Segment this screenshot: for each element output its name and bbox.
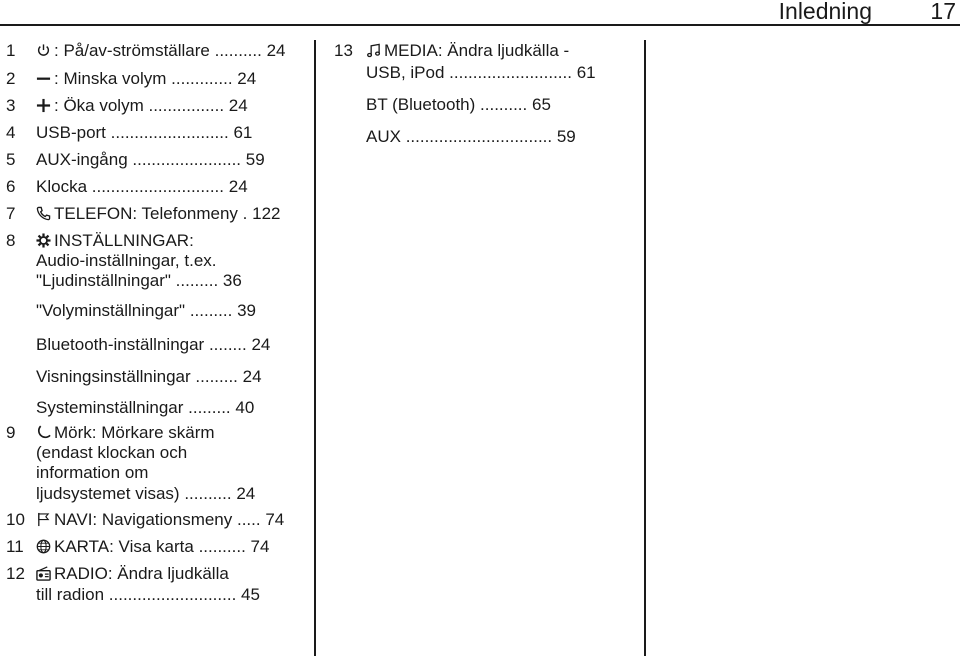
dot-leader: ......... [170,271,219,290]
music-note-icon [366,43,381,58]
sub-item [36,300,256,321]
flag-icon [36,512,51,527]
page-reference[interactable]: 24 [228,96,248,115]
item-keyword: RADIO [54,564,108,583]
list-item [36,536,269,557]
item-keyword: TELEFON [54,204,133,223]
item-label: ljudsystemet visas) [36,484,180,503]
page-reference[interactable]: 24 [237,69,257,88]
dot-leader: . [237,204,248,223]
list-item-continuation: (endast klockan och [36,443,188,462]
dot-leader: ........ [204,335,247,354]
sub-item-label: Systeminställningar [36,398,184,417]
list-item-continuation [36,483,255,504]
item-number: 8 [6,231,16,250]
list-item-continuation [36,584,260,605]
item-label: : [189,231,194,250]
dot-leader: ......... [183,398,231,417]
item-label: : Navigationsmeny [92,510,233,529]
page-reference[interactable]: 45 [241,585,260,604]
page-reference[interactable]: 61 [233,123,253,142]
item-label: : Visa karta [109,537,194,556]
item-keyword: MEDIA [384,41,438,60]
sub-item-label: Bluetooth-inställningar [36,335,205,354]
item-keyword: Mörk [54,423,92,442]
sub-item [36,334,270,355]
item-number: 9 [6,423,16,442]
list-item [36,203,281,224]
sub-item-label: "Volyminställningar" [36,301,186,320]
dot-leader: .......... [193,537,246,556]
list-item [36,40,286,61]
item-number: 10 [6,510,25,529]
item-number: 7 [6,204,16,223]
radio-icon [36,566,51,581]
sub-item-label: BT (Bluetooth) [366,95,476,114]
list-item [36,422,215,443]
section-title: Inledning [778,0,872,24]
sub-item-label: Visningsinställningar [36,367,191,386]
dot-leader: ..... [232,510,261,529]
page-reference[interactable]: 24 [242,367,262,386]
page-reference[interactable]: 61 [576,63,596,82]
item-number: 3 [6,96,16,115]
list-item [36,563,229,584]
dot-leader: .......... [209,41,262,60]
item-label: till radion [36,585,105,604]
list-item [36,149,265,170]
dot-leader: ......................... [105,123,229,142]
dot-leader: .......... [475,95,528,114]
item-label: : På/av-strömställare [54,41,210,60]
list-item [36,95,248,116]
list-item [36,176,248,197]
item-number: 4 [6,123,16,142]
page-reference[interactable]: 122 [252,204,281,223]
item-label: Klocka [36,177,88,196]
column-divider-1 [314,40,316,656]
item-label: : Mörkare skärm [91,423,215,442]
page-reference[interactable]: 40 [235,398,255,417]
list-item [366,40,569,61]
item-label: AUX-ingång [36,150,128,169]
moon-icon [36,425,51,440]
sub-item-label: USB, iPod [366,63,445,82]
page-reference[interactable]: 24 [251,335,271,354]
item-keyword: NAVI [54,510,93,529]
page-reference[interactable]: 59 [556,127,576,146]
dot-leader: ............................... [400,127,553,146]
item-label: : Telefonmeny [132,204,238,223]
sub-item-label: AUX [366,127,401,146]
list-item-continuation: Audio-inställningar, t.ex. [36,251,217,270]
page-reference[interactable]: 65 [532,95,551,114]
phone-icon [36,206,51,221]
item-number: 1 [6,41,16,60]
minus-icon [36,71,51,86]
list-item [36,122,252,143]
item-label: USB-port [36,123,106,142]
item-keyword: KARTA [54,537,110,556]
page-reference[interactable]: 74 [265,510,285,529]
page-reference[interactable]: 24 [266,41,286,60]
page-reference[interactable]: 59 [245,150,265,169]
dot-leader: ......... [185,301,233,320]
sub-item [36,397,254,418]
dot-leader: .......... [179,484,232,503]
dot-leader: ....................... [127,150,242,169]
item-label: : Minska volym [54,69,167,88]
column-divider-2 [644,40,646,656]
page-reference[interactable]: 24 [228,177,248,196]
item-number: 13 [334,41,353,60]
list-item [36,230,194,251]
item-label: : Ändra ljudkälla - [437,41,570,60]
page-reference[interactable]: 24 [236,484,256,503]
page-reference[interactable]: 36 [222,271,242,290]
dot-leader: ........................... [104,585,237,604]
sub-item [366,126,576,147]
globe-icon [36,539,51,554]
page-reference[interactable]: 74 [250,537,270,556]
item-number: 5 [6,150,16,169]
page-reference[interactable]: 39 [237,301,256,320]
item-number: 11 [6,537,24,556]
sub-item-label: "Ljudinställningar" [36,271,171,290]
sub-item [366,62,596,83]
list-item [36,509,284,530]
sub-item [36,270,242,291]
sub-item [366,94,551,115]
item-keyword: INSTÄLLNINGAR [54,231,190,250]
list-item-continuation: information om [36,463,149,482]
dot-leader: ............................ [87,177,225,196]
list-item [36,68,256,89]
gear-icon [36,233,51,248]
item-number: 12 [6,564,25,583]
item-label: : Öka volym [54,96,144,115]
dot-leader: ................ [143,96,225,115]
item-number: 2 [6,69,16,88]
dot-leader: ............. [166,69,233,88]
plus-icon [36,98,51,113]
dot-leader: ......... [190,367,238,386]
dot-leader: .......................... [444,63,572,82]
item-number: 6 [6,177,16,196]
power-icon [36,43,51,58]
page-number: 17 [930,0,956,24]
item-label: : Ändra ljudkälla [107,564,229,583]
header-rule [0,24,960,26]
sub-item [36,366,262,387]
